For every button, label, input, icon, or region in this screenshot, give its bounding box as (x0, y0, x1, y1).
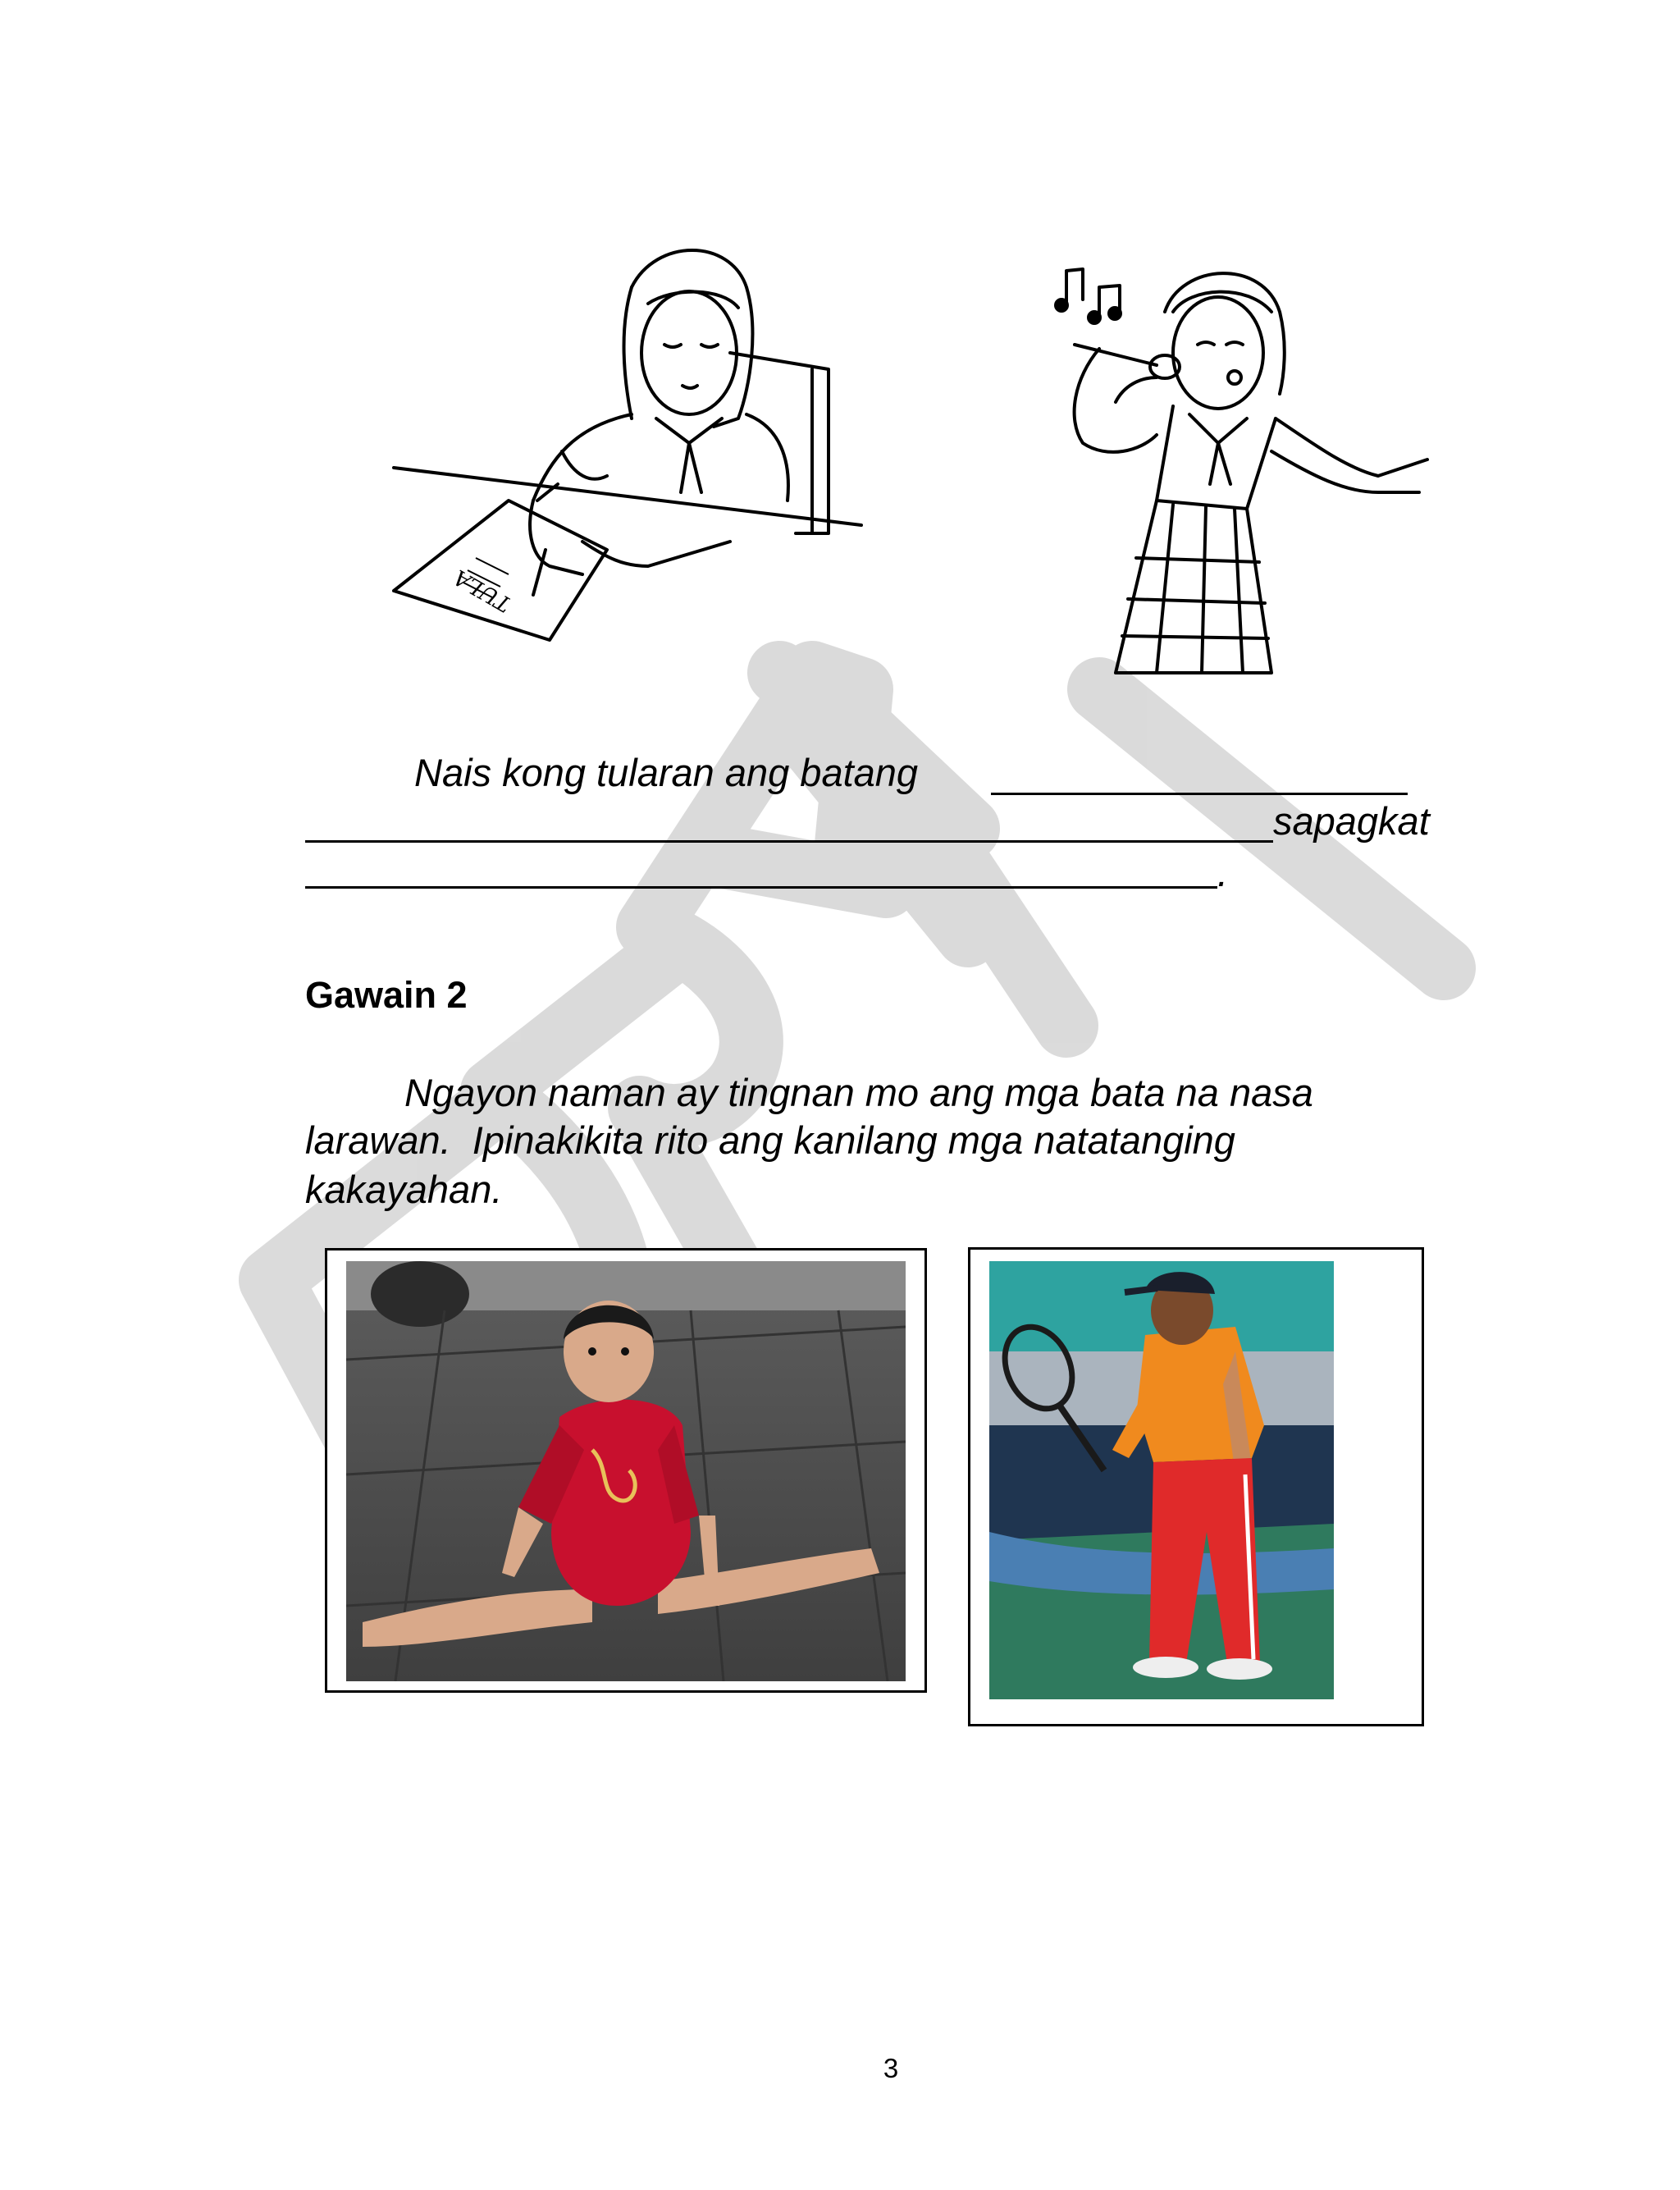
paragraph-line-1: Ngayon naman ay tingnan mo ang mga bata na nasa (404, 1071, 1313, 1114)
section-heading: Gawain 2 (305, 974, 468, 1016)
tennis-photo (989, 1261, 1334, 1699)
blank-line-3[interactable] (305, 886, 1217, 889)
blank-line-1[interactable] (991, 793, 1408, 795)
sentence-part1: Nais kong tularan ang batang (414, 751, 919, 794)
paragraph-line-3: kakayahan. (305, 1168, 503, 1211)
paragraph-line-2: larawan. Ipinakikita rito ang kanilang mga natatanging (305, 1118, 1235, 1162)
paper-label: TULA (450, 564, 516, 617)
girl-writing-illustration (386, 230, 878, 656)
gymnast-photo (346, 1261, 906, 1681)
sentence-part2: sapagkat (1273, 799, 1430, 843)
sentence-part3: . (1217, 851, 1229, 894)
page-number: 3 (883, 2053, 899, 2083)
girl-singing-illustration (1050, 254, 1444, 681)
blank-line-2[interactable] (305, 840, 1273, 843)
